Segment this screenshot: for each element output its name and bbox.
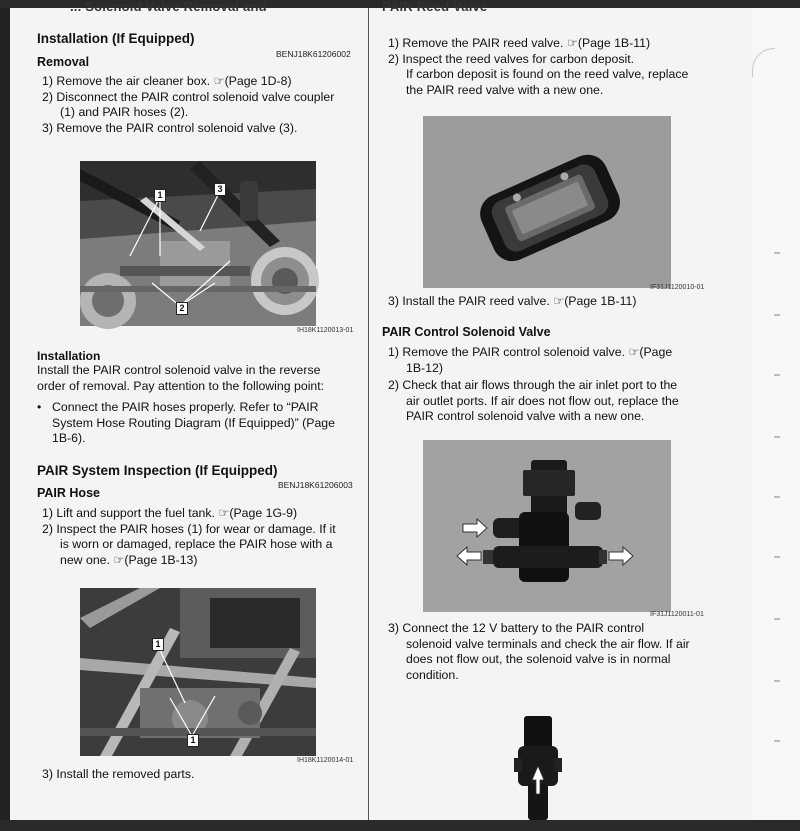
page-curl-mark — [752, 48, 775, 77]
removal-step-2-cont: (1) and PAIR hoses (2). — [60, 105, 189, 119]
margin-tick — [774, 252, 780, 254]
solenoid-step-1: 1) Remove the PAIR control solenoid valve. ☞(Page — [388, 345, 673, 359]
install-text-line-1: Install the PAIR control solenoid valve in the reverse — [37, 363, 321, 377]
reed-step-2-cont-1: If carbon deposit is found on the reed valve, replace — [406, 67, 689, 81]
pair-hose-steps — [42, 506, 336, 568]
margin-tick — [774, 314, 780, 316]
hose-callout-1a: 1 — [152, 638, 164, 651]
figure-solenoid-battery-photo-partial — [512, 714, 564, 820]
figure-solenoid-valve-location-photo — [80, 161, 316, 326]
install-text-line-2: order of removal. Pay attention to the following point: — [37, 378, 325, 393]
inspection-section-code: BENJ18K61206003 — [278, 480, 353, 490]
removal-step-2: 2) Disconnect the PAIR control solenoid valve coupler — [42, 89, 335, 104]
solenoid-valve-heading: PAIR Control Solenoid Valve — [382, 325, 551, 339]
bullet-line-3: 1B-6). — [52, 431, 86, 445]
manual-page — [10, 0, 752, 820]
removal-heading: Removal — [37, 55, 90, 69]
installation-bullet — [37, 400, 335, 447]
reed-step-2-cont-2: the PAIR reed valve with a new one. — [406, 82, 604, 97]
hose-step-2: 2) Inspect the PAIR hoses (1) for wear or damage. If it — [42, 521, 336, 536]
margin-tick — [774, 618, 780, 620]
solenoid-step-3-line-4: condition. — [406, 667, 459, 682]
reed-valve-steps — [388, 36, 688, 98]
solenoid-valve-illustration — [423, 440, 671, 612]
bullet-line-1: Connect the PAIR hoses properly. Refer to “PAIR — [52, 400, 319, 414]
bullet-dot: • — [37, 400, 42, 414]
solenoid-step-3-line-2: solenoid valve terminals and check the air flow. If air — [406, 636, 690, 651]
margin-tick — [774, 436, 780, 438]
hose-step-2-cont-1: is worn or damaged, replace the PAIR hose with a — [60, 537, 333, 551]
cut-off-heading-right: PAIR Reed Valve — [382, 0, 488, 14]
callout-1: 1 — [154, 189, 166, 202]
callout-2: 2 — [176, 302, 188, 315]
removal-step-1: 1) Remove the air cleaner box. ☞(Page 1D-8) — [42, 74, 292, 88]
solenoid-step-2-cont-1: air outlet ports. If air does not flow out, replace the — [406, 393, 679, 408]
figure-3-caption: IF31J1120010-01 — [650, 284, 705, 291]
frame-photo-illustration — [80, 588, 316, 756]
hose-step-3: 3) Install the removed parts. — [42, 767, 195, 781]
margin-tick — [774, 680, 780, 682]
removal-step-3: 3) Remove the PAIR control solenoid valve (3). — [42, 120, 298, 135]
reed-step-3: 3) Install the PAIR reed valve. ☞(Page 1B-11) — [388, 294, 637, 308]
installation-text — [37, 363, 324, 394]
hose-step-1: 1) Lift and support the fuel tank. ☞(Page 1G-9) — [42, 506, 298, 520]
bullet-line-2: System Hose Routing Diagram (If Equipped)” (Page — [52, 415, 335, 430]
solenoid-valve-vertical-illustration — [512, 714, 564, 820]
installation-subheading: Installation — [37, 349, 101, 363]
figure-1-caption: IH18K1120013-01 — [297, 327, 354, 334]
viewer-bottom-bar — [0, 820, 800, 831]
installation-section-heading: Installation (If Equipped) — [37, 31, 195, 46]
solenoid-step-2-cont-2: PAIR control solenoid valve with a new one. — [406, 409, 645, 423]
margin-tick — [774, 556, 780, 558]
margin-tick — [774, 496, 780, 498]
engine-photo-illustration — [80, 161, 316, 326]
solenoid-step-1-cont: 1B-12) — [406, 360, 443, 375]
viewer-right-margin — [752, 8, 800, 820]
reed-step-2: 2) Inspect the reed valves for carbon deposit. — [388, 51, 635, 66]
figure-2-caption: IH18K1120014-01 — [297, 757, 354, 764]
reed-valve-illustration — [423, 116, 671, 288]
figure-reed-valve-photo — [423, 116, 671, 288]
figure-pair-hose-photo — [80, 588, 316, 756]
callout-3: 3 — [214, 183, 226, 196]
cut-off-heading-left: ... Solenoid Valve Removal and — [70, 0, 267, 14]
hose-callout-1b: 1 — [187, 734, 199, 747]
removal-steps — [42, 74, 334, 136]
installation-section-code: BENJ18K61206002 — [276, 49, 351, 59]
solenoid-step-3-line-3: does not flow out, the solenoid valve is in normal — [406, 652, 671, 666]
margin-tick — [774, 374, 780, 376]
solenoid-step-3-line-1: 3) Connect the 12 V battery to the PAIR control — [388, 621, 645, 635]
solenoid-step-3 — [388, 621, 690, 683]
reed-step-1: 1) Remove the PAIR reed valve. ☞(Page 1B-11) — [388, 36, 651, 50]
figure-4-caption: IF31J1120011-01 — [650, 611, 704, 618]
solenoid-steps — [388, 345, 679, 425]
pair-hose-heading: PAIR Hose — [37, 486, 100, 500]
solenoid-step-2: 2) Check that air flows through the air inlet port to the — [388, 378, 678, 392]
column-divider — [368, 8, 369, 820]
hose-step-2-cont-2: new one. ☞(Page 1B-13) — [60, 552, 198, 567]
figure-solenoid-airflow-photo — [423, 440, 671, 612]
inspection-section-heading: PAIR System Inspection (If Equipped) — [37, 463, 278, 478]
margin-tick — [774, 740, 780, 742]
